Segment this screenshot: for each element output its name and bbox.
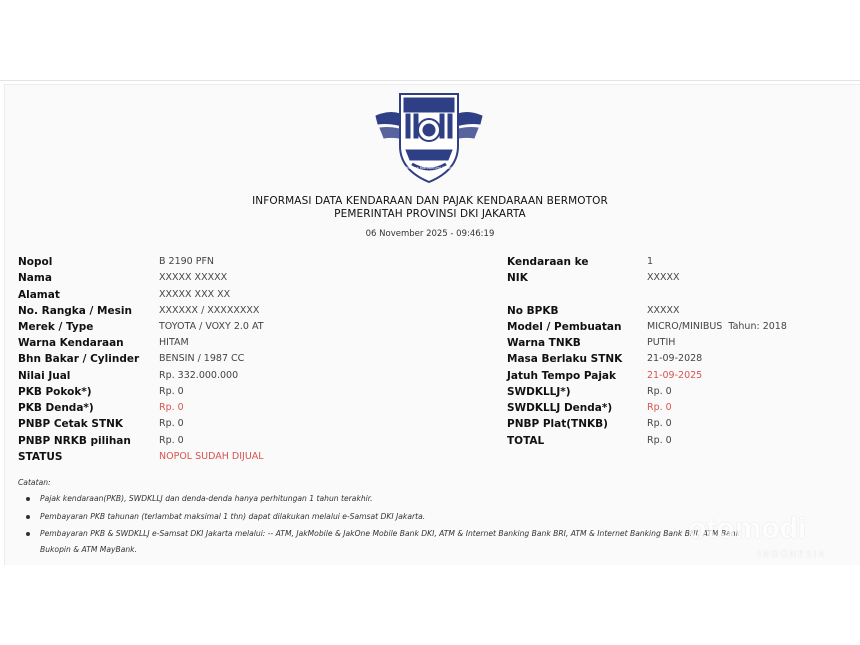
page-title-line2: PEMERINTAH PROVINSI DKI JAKARTA xyxy=(334,208,526,220)
value-bahan-bakar: BENSIN / 1987 CC xyxy=(159,353,245,364)
note-text: Bukopin & ATM MayBank. xyxy=(40,545,137,554)
note-item xyxy=(40,494,373,503)
label-nilai-jual: Nilai Jual xyxy=(18,370,71,382)
label-masa-berlaku-stnk: Masa Berlaku STNK xyxy=(507,353,623,365)
label-nama: Nama xyxy=(18,272,52,284)
label-total: TOTAL xyxy=(507,435,545,447)
label-merek-type: Merek / Type xyxy=(18,321,94,333)
note-text: Pembayaran PKB tahunan (terlambat maksimal 1 thn) dapat dilakukan melalui e-Samsat DKI Jakarta. xyxy=(40,512,426,521)
label-pnbp-plat: PNBP Plat(TNKB) xyxy=(507,418,608,430)
value-pnbp-plat: Rp. 0 xyxy=(647,418,672,429)
label-warna-tnkb: Warna TNKB xyxy=(507,337,581,349)
value-nopol: B 2190 PFN xyxy=(159,256,215,267)
label-no-bpkb: No BPKB xyxy=(507,305,559,317)
value-no-bpkb: XXXXX xyxy=(647,305,680,316)
top-divider xyxy=(0,80,860,81)
value-masa-berlaku-stnk: 21-09-2028 xyxy=(647,353,703,364)
logo-caption: Dharma Mahabhumi Bhakti xyxy=(404,166,454,170)
page-title-line1: INFORMASI DATA KENDARAAN DAN PAJAK KENDARAAN BERMOTOR xyxy=(252,195,608,207)
value-pkb-denda: Rp. 0 xyxy=(159,402,184,413)
notes-header: Catatan: xyxy=(18,478,51,487)
note-text: Pembayaran PKB & SWDKLLJ e-Samsat DKI Jakarta melalui: -- ATM, JakMobile & JakOne Mobile Bank DKI, ATM & Internet Banking Bank BRI, ATM & Internet Banking Bank BNI, ATM Bank xyxy=(40,529,740,538)
value-nilai-jual: Rp. 332.000.000 xyxy=(159,370,239,381)
value-pnbp-cetak-stnk: Rp. 0 xyxy=(159,418,184,429)
note-item xyxy=(40,512,425,521)
label-pkb-pokok: PKB Pokok*) xyxy=(18,386,92,398)
value-total: Rp. 0 xyxy=(647,435,672,446)
watermark-brand: otomodi xyxy=(688,512,807,545)
label-pnbp-nrkb: PNBP NRKB pilihan xyxy=(18,435,131,447)
value-merek-type: TOYOTA / VOXY 2.0 AT xyxy=(159,321,264,332)
label-model-pembuatan: Model / Pembuatan xyxy=(507,321,622,333)
label-bahan-bakar: Bhn Bakar / Cylinder xyxy=(18,353,140,365)
label-alamat: Alamat xyxy=(18,289,60,301)
label-nopol: Nopol xyxy=(18,256,53,268)
value-status: NOPOL SUDAH DIJUAL xyxy=(159,451,264,462)
label-warna-kendaraan: Warna Kendaraan xyxy=(18,337,124,349)
note-item-continuation xyxy=(40,545,137,554)
label-status: STATUS xyxy=(18,451,63,463)
value-warna-tnkb: PUTIH xyxy=(647,337,676,348)
value-warna-kendaraan: HITAM xyxy=(159,337,189,348)
bullet-icon xyxy=(26,532,30,536)
label-swdkllj-denda: SWDKLLJ Denda*) xyxy=(507,402,613,414)
label-pkb-denda: PKB Denda*) xyxy=(18,402,94,414)
value-nama: XXXXX XXXXX xyxy=(159,272,228,283)
label-pnbp-cetak-stnk: PNBP Cetak STNK xyxy=(18,418,124,430)
note-item xyxy=(40,529,740,538)
value-rangka-mesin: XXXXXX / XXXXXXXX xyxy=(159,305,260,316)
note-text: Pajak kendaraan(PKB), SWDKLLJ dan denda-denda hanya perhitungan 1 tahun terakhir. xyxy=(40,494,373,503)
value-swdkllj: Rp. 0 xyxy=(647,386,672,397)
label-rangka-mesin: No. Rangka / Mesin xyxy=(18,305,132,317)
value-swdkllj-denda: Rp. 0 xyxy=(647,402,672,413)
value-model-pembuatan: MICRO/MINIBUS Tahun: 2018 xyxy=(647,321,787,332)
value-kendaraan-ke: 1 xyxy=(647,256,654,267)
label-swdkllj: SWDKLLJ*) xyxy=(507,386,571,398)
value-jatuh-tempo-pajak: 21-09-2025 xyxy=(647,370,703,381)
watermark-logo xyxy=(688,512,848,562)
timestamp: 06 November 2025 - 09:46:19 xyxy=(365,229,495,239)
label-nik: NIK xyxy=(507,272,528,284)
value-alamat: XXXXX XXX XX xyxy=(159,289,231,300)
watermark-sub: INDONESIA xyxy=(758,550,827,560)
value-pnbp-nrkb: Rp. 0 xyxy=(159,435,184,446)
value-nik: XXXXX xyxy=(647,272,680,283)
bullet-icon xyxy=(26,515,30,519)
police-emblem-logo xyxy=(374,88,484,184)
label-kendaraan-ke: Kendaraan ke xyxy=(507,256,589,268)
label-jatuh-tempo-pajak: Jatuh Tempo Pajak xyxy=(507,370,616,382)
value-pkb-pokok: Rp. 0 xyxy=(159,386,184,397)
bullet-icon xyxy=(26,497,30,501)
